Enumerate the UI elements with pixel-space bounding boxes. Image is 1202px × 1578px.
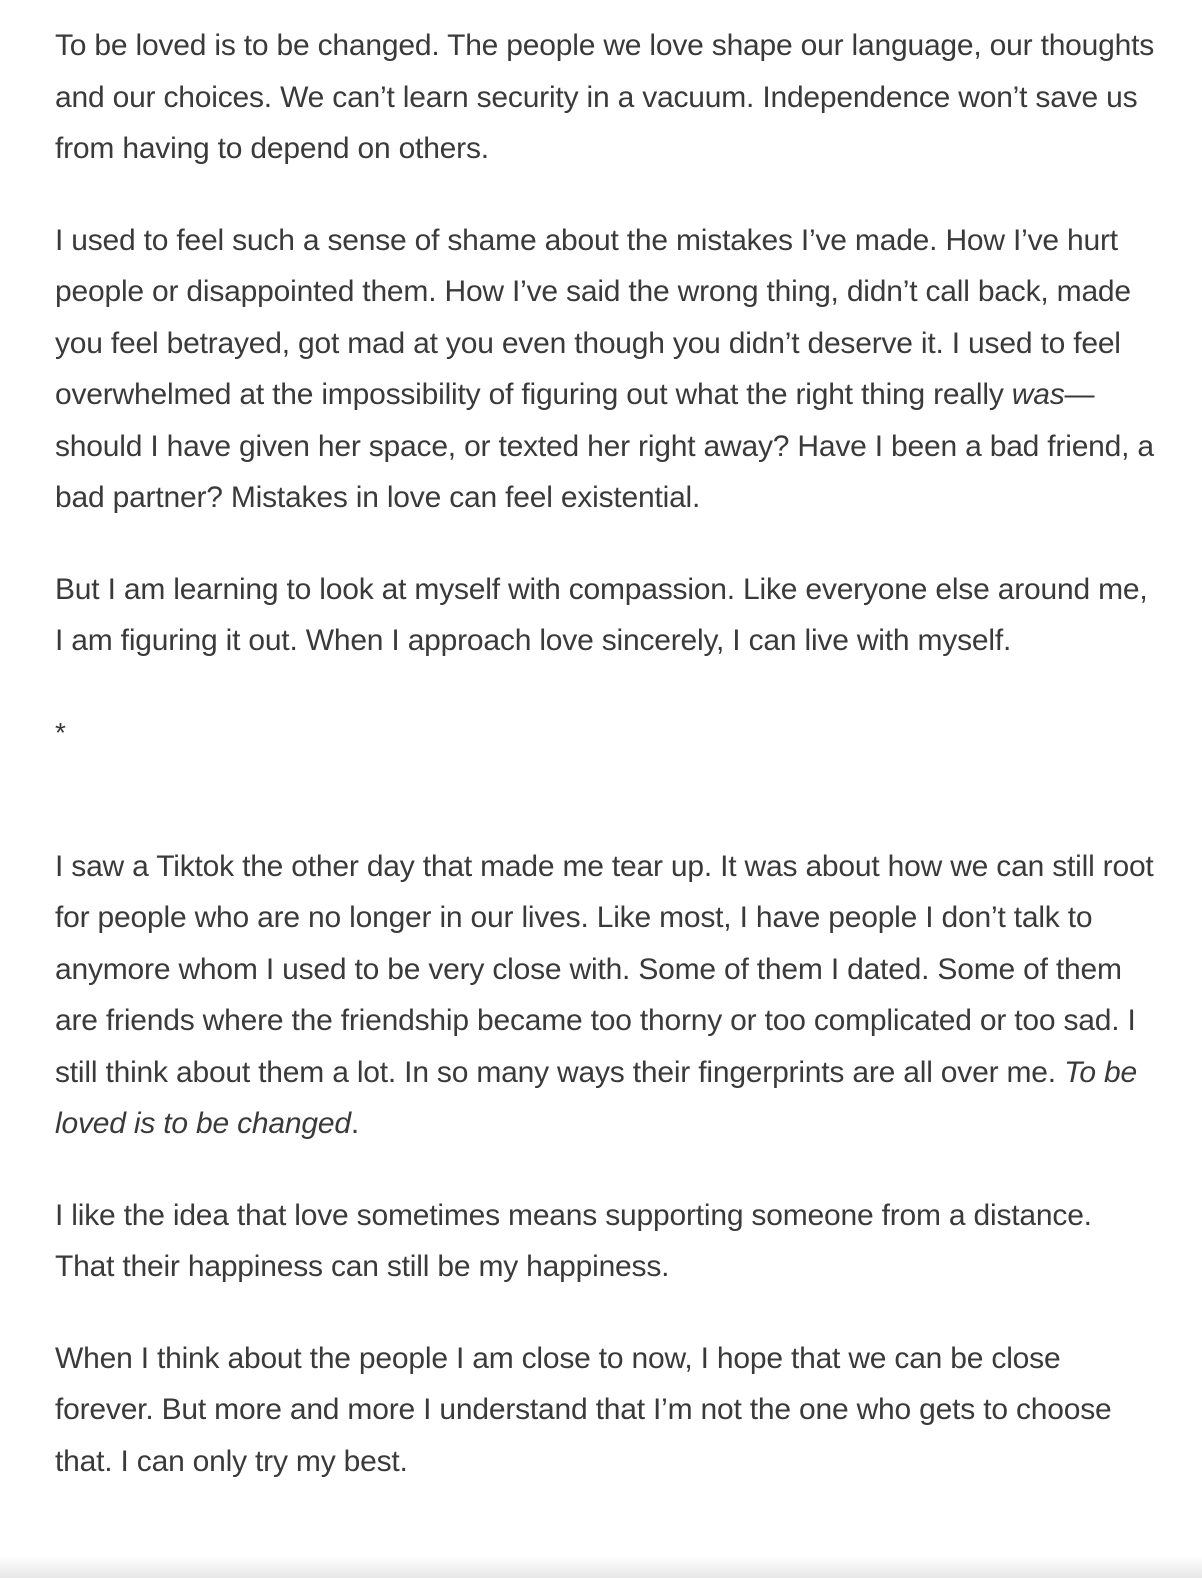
paragraph-1: To be loved is to be changed. The people we love shape our language, our thoughts and our choices. We can’t learn security in a vacuum. Independence won’t save us from having to depend on others. bbox=[55, 29, 1155, 165]
paragraph-2 bbox=[55, 215, 1155, 524]
paragraph-4 bbox=[55, 841, 1155, 1150]
paragraph-2-emphasis: was bbox=[1011, 378, 1065, 411]
paragraph-2-text-a: I used to feel such a sense of shame about the mistakes I’ve made. How I’ve hurt people or disappointed them. How I’ve said the wrong thing, didn’t call back, made you feel betrayed, got mad at you even though you didn’t deserve it. I used to feel overwhelmed at the impossibility of figuring out what the right thing really bbox=[55, 223, 1131, 411]
paragraph-2-text-b: —should I have given her space, or texted her right away? Have I been a bad friend, a bad partner? Mistakes in love can feel existential. bbox=[55, 378, 1154, 514]
article-body bbox=[55, 20, 1155, 1527]
paragraph-4-text-a: I saw a Tiktok the other day that made me tear up. It was about how we can still root for people who are no longer in our lives. Like most, I have people I don’t talk to anymore whom I used to be very close with. Some of them I dated. Some of them are friends where the friendship became too thorny or too complicated or too sad. I still think about them a lot. In so many ways their fingerprints are all over me. bbox=[55, 849, 1154, 1089]
paragraph-4-emphasis: To be loved is to be changed bbox=[55, 1055, 1138, 1140]
paragraph-3: But I am learning to look at myself with compassion. Like everyone else around me, I am figuring it out. When I approach love sincerely, I can live with myself. bbox=[55, 572, 1148, 657]
section-divider: * bbox=[55, 716, 66, 748]
paragraph-6: When I think about the people I am close to now, I hope that we can be close forever. But more and more I understand that I’m not the one who gets to choose that. I can only try my best. bbox=[55, 1341, 1112, 1478]
paragraph-4-text-b: . bbox=[350, 1107, 359, 1140]
bottom-fade bbox=[0, 1556, 1202, 1578]
paragraph-5: I like the idea that love sometimes means supporting someone from a distance. That their happiness can still be my happiness. bbox=[55, 1198, 1092, 1283]
